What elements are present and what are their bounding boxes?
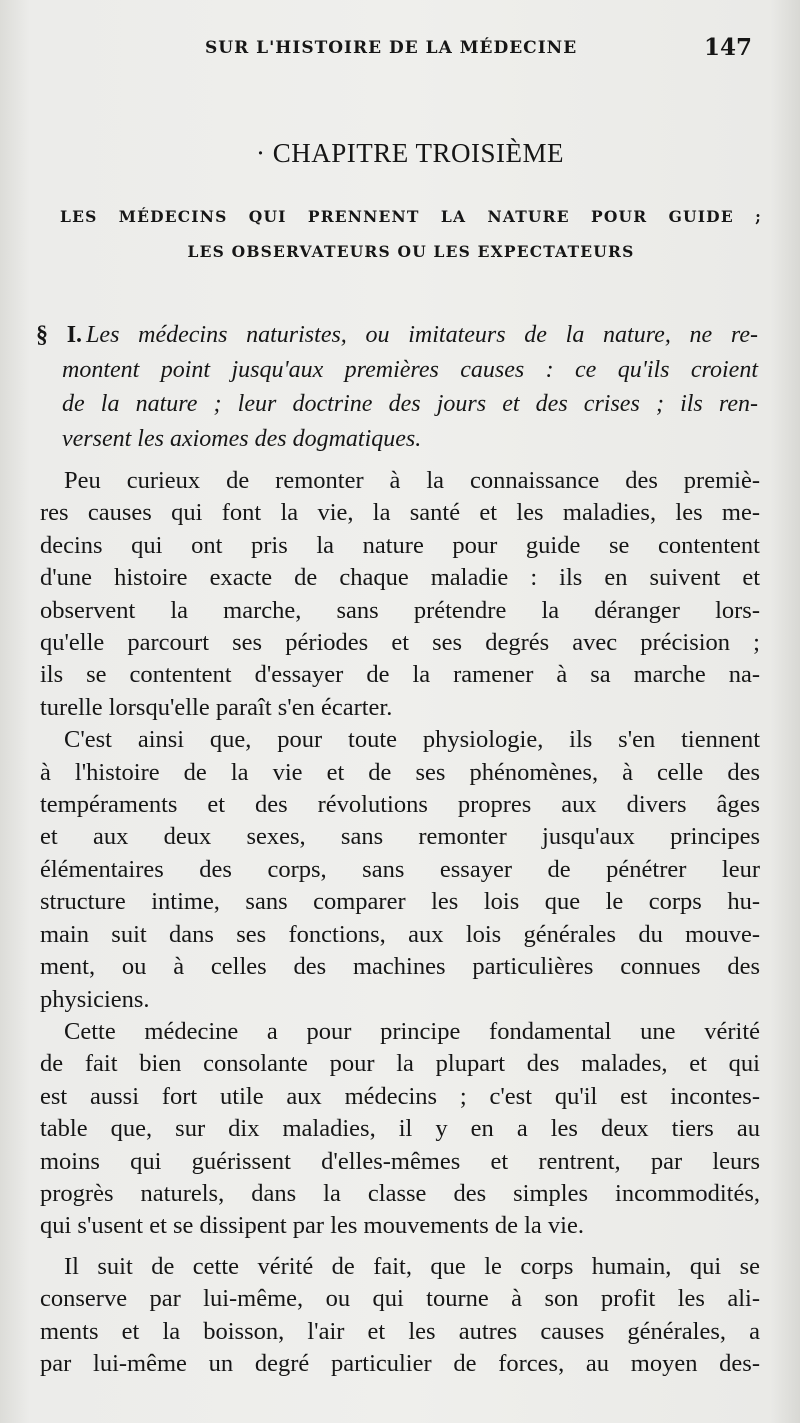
paragraph: [40, 1251, 760, 1381]
text-line: par lui-même un degré particulier de forces, au moyen des-: [40, 1349, 760, 1377]
paragraph: [40, 1016, 760, 1243]
text-line: est aussi fort utile aux médecins ; c'est qu'il est incontes-: [40, 1082, 760, 1110]
page-number: 147: [703, 34, 752, 61]
chapter-subtitle-line-1: LES MÉDECINS QUI PRENNENT LA NATURE POUR GUIDE ;: [60, 207, 762, 226]
text-line: C'est ainsi que, pour toute physiologie, ils s'en tiennent: [64, 726, 760, 754]
paragraph: [40, 465, 760, 724]
summary-line: montent point jusqu'aux premières causes : ce qu'ils croient: [62, 356, 758, 383]
text-line: main suit dans ses fonctions, aux lois générales du mouve-: [40, 920, 760, 948]
running-header: [0, 34, 800, 64]
chapter-subtitle-line-2: LES OBSERVATEURS OU LES EXPECTATEURS: [187, 242, 635, 261]
body-text: [40, 465, 760, 1380]
summary-line: § I. Les médecins naturistes, ou imitateurs de la nature, ne re-: [36, 322, 759, 348]
text-line: conserve par lui-même, ou qui tourne à son profit les ali-: [40, 1285, 760, 1313]
text-line: physiciens.: [40, 985, 150, 1013]
text-line: d'une histoire exacte de chaque maladie : ils en suivent et: [40, 564, 760, 592]
text-line: ment, ou à celles des machines particulières connues des: [40, 953, 760, 981]
text-line: de fait bien consolante pour la plupart des malades, et qui: [40, 1050, 760, 1078]
text-line: decins qui ont pris la nature pour guide se contentent: [40, 531, 760, 559]
text-line: et aux deux sexes, sans remonter jusqu'aux principes: [40, 823, 760, 851]
chapter-title: · CHAPITRE TROISIÈME: [255, 138, 564, 168]
text-line: res causes qui font la vie, la santé et les maladies, les me-: [40, 499, 760, 527]
text-line: ments et la boisson, l'air et les autres causes générales, a: [40, 1317, 760, 1345]
text-line: structure intime, sans comparer les lois que le corps hu-: [40, 888, 760, 916]
text-line: élémentaires des corps, sans essayer de pénétrer leur: [40, 855, 760, 883]
text-line: à l'histoire de la vie et de ses phénomènes, à celle des: [40, 758, 760, 786]
section-mark: § I.: [36, 322, 83, 348]
paragraph-gap: [40, 1243, 760, 1251]
text-line: Il suit de cette vérité de fait, que le corps humain, qui se: [64, 1252, 760, 1280]
text-line: Cette médecine a pour principe fondamental une vérité: [64, 1017, 760, 1045]
text-line: tempéraments et des révolutions propres aux divers âges: [40, 791, 760, 819]
paragraph: [40, 724, 760, 1016]
section-summary: [36, 318, 758, 456]
text-line: ils se contentent d'essayer de la ramener à sa marche na-: [40, 661, 760, 689]
running-title: SUR L'HISTOIRE DE LA MÉDECINE: [205, 38, 578, 58]
text-line: observent la marche, sans prétendre la déranger lors-: [40, 596, 760, 624]
text-line: Peu curieux de remonter à la connaissance des premiè-: [64, 467, 760, 494]
text-line: turelle lorsqu'elle paraît s'en écarter.: [40, 693, 393, 721]
text-line: qu'elle parcourt ses périodes et ses degrés avec précision ;: [40, 629, 760, 657]
summary-line: versent les axiomes des dogmatiques.: [62, 425, 422, 452]
summary-line: de la nature ; leur doctrine des jours et des crises ; ils ren-: [62, 391, 758, 417]
text-line: qui s'usent et se dissipent par les mouvements de la vie.: [40, 1212, 584, 1240]
text-line: table que, sur dix maladies, il y en a les deux tiers au: [40, 1115, 760, 1143]
text-line: moins qui guérissent d'elles-mêmes et rentrent, par leurs: [40, 1147, 760, 1175]
text-line: progrès naturels, dans la classe des simples incommodités,: [40, 1179, 760, 1207]
